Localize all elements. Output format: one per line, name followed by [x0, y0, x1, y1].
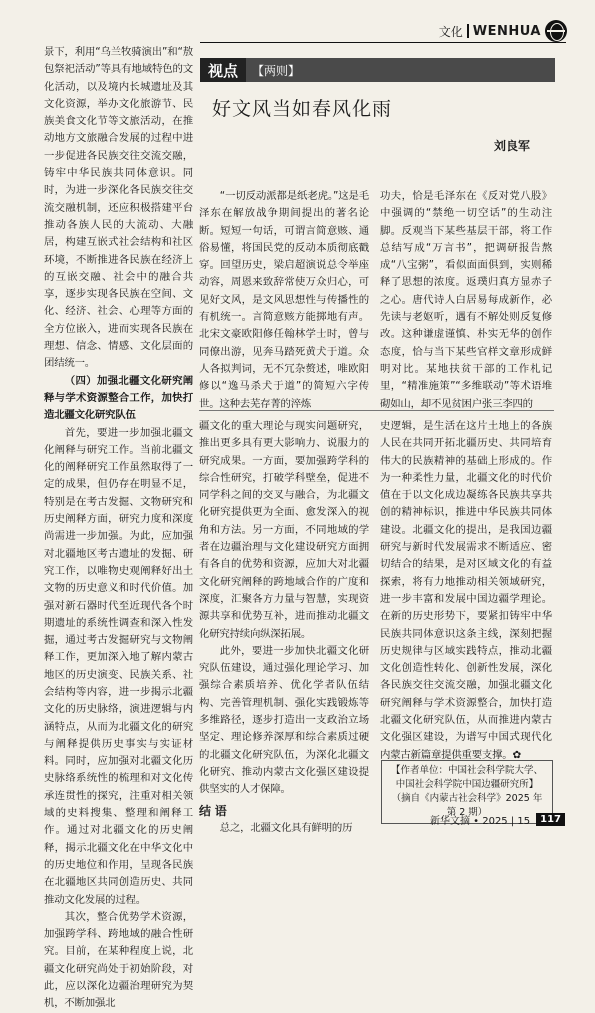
header-rule — [200, 42, 566, 43]
source-line-4: 第 2 期） — [446, 807, 488, 818]
section-header — [439, 20, 567, 42]
conclusion-paragraph: 总之，北疆文化具有鲜明的历 — [219, 821, 353, 834]
banner-sub: 【两则】 — [252, 63, 301, 78]
article-column-1 — [199, 188, 369, 413]
source-line-3: （摘自《内蒙古社会科学》2025 年 — [391, 793, 543, 804]
article-text-2: 功夫，恰是毛泽东在《反对党八股》中强调的“禁绝一切空话”的生动注脚。反观当下某些基层干部，将工作总结写成“万言书”，把调研报告熬成“八宝粥”，看似面面俱到，实则稀释了思想的浓度。返璞归真方显赤子之心。唐代诗人白居易每成新作，必先读与老妪听，遇有不解处则反复修改。这种谦虚谨慎、朴实无华的创作态度，恰与当下某些官样文章形成鲜明对比。某地扶贫干部的工作札记里，“精准施策”“多维联动”等术语堆砌如山，却不见贫困户张三李四的 — [380, 190, 552, 410]
lower-column-2 — [380, 418, 552, 764]
article-divider — [199, 410, 554, 411]
article-text-1: “一切反动派都是纸老虎。”这是毛泽东在解放战争期间提出的著名论断。短短一句话，可谓言简意赅、通俗易懂，将国民党的反动本质彻底戳穿。回望历史，梁启超演说总令举座动容，周恩来致辞常使万众归心，可见好文风，是文风思想性与传播性的有机统一。言简意赅方能掷地有声。北宋文豪欧阳修任翰林学士时，曾与同僚出游，见奔马踏死黄犬于道。众人各拟判词，无不冗杂赘述，唯欧阳修以“逸马杀犬于道”的简短六字传世。这种去芜存菁的淬炼 — [199, 190, 369, 410]
page-footer — [430, 812, 565, 827]
left-column — [44, 44, 193, 1013]
left-paragraph-3: 其次，整合优势学术资源，加强跨学科、跨地域的融合性研究。目前，在某种程度上说，北疆文化研究尚处于初始阶段，对此，应以深化边疆治理研究为契机，不断加强北 — [44, 910, 193, 1010]
section-name-en: WENHUA — [472, 23, 541, 39]
lower-paragraph-1: 疆文化的重大理论与现实问题研究，推出更多具有更大影响力、说服力的研究成果。一方面，要加强跨学科的综合性研究，打破学科壁垒，促进不同学科之间的交叉与融合，为北疆文化研究提供更为全面、愈发深入的视角和方法。另一方面，不同地域的学者在边疆治理与文化建设研究方面拥有各自的优势和资源，应加大对北疆文化研究阐释的跨地域合作的广度和深度，汇聚各方力量与智慧，实现资源共享和优势互补，进而推动北疆文化研究持续向纵深拓展。 — [199, 420, 369, 640]
conclusion-heading: 结 语 — [199, 803, 227, 818]
globe-icon — [545, 20, 567, 42]
page-number: 117 — [536, 813, 565, 826]
article-column-2 — [380, 188, 552, 413]
source-line-1: 【作者单位：中国社会科学院大学、 — [390, 765, 543, 776]
left-paragraph-1: 景下，利用“乌兰牧骑演出”和“敖包祭祀活动”等具有地域特色的文化活动，以及境内长城遗址及其文化资源，举办文化旅游节、民族美食文化节等文旅活动，在推动地方文旅融合发展的过程中进一步促进各民族交往交流交融，铸牢中华民族共同体意识。同时，为进一步深化各民族交往交流交融机制，还应积极搭建平台推动各族人民的大流动、大融居，构建互嵌式社会结构和社区环境，不断推进各民族在经济上的互嵌交融、社会中的融合共享，逐步实现各民族在空间、文化、经济、社会、心理等方面的全方位嵌入，进而实现各民族在理想、信念、情感、文化层面的团结统一。 — [44, 46, 193, 370]
banner-tag: 视点 — [200, 58, 246, 82]
lower-paragraph-2: 此外，要进一步加快北疆文化研究队伍建设，通过强化理论学习、加强综合素质培养、优化学者队伍结构、完善管理机制、强化实践锻炼等多维路径，逐步打造出一支政治立场坚定、理论修养深厚和综合素质过硬的北疆文化研究队伍，为深化北疆文化研究、推动内蒙古文化强区建设提供坚实的人才保障。 — [199, 644, 369, 796]
header-divider — [467, 24, 469, 38]
article-title: 好文风当如春风化雨 — [212, 98, 393, 120]
section-heading-4: （四）加强北疆文化研究阐释与学术资源整合工作，加快打造北疆文化研究队伍 — [44, 374, 193, 422]
lower-paragraph-3: 史逻辑，是生活在这片土地上的各族人民在共同开拓北疆历史、共同培育伟大的民族精神的基础上形成的。作为一种柔性力量，北疆文化的时代价值在于以文化成边凝练各民族共享共创的精神标识，推进中华民族共同体建设。北疆文化的提出，是我国边疆研究与新时代发展需求不断适应、密切结合的结果，是对区域文化的有益探索，将有力地推动相关领域研究，进一步丰富和发展中国边疆学理论。在新的历史形势下，要紧扣铸牢中华民族共同体意识这条主线，深刻把握历史规律与区域实践特点，推动北疆文化创造性转化、创新性发展，深化各民族交往交流交融，加强北疆文化研究阐释与学术资源整合，加快打造北疆文化研究队伍，从而推进内蒙古文化强区建设，为谱写中国式现代化内蒙古新篇章提供重要支撑。✿ — [380, 420, 552, 761]
article-author: 刘良军 — [494, 139, 531, 153]
section-name-cn: 文化 — [438, 24, 463, 39]
left-paragraph-2: 首先，要进一步加强北疆文化阐释与研究工作。当前北疆文化的阐释研究工作虽然取得了一定的成果，但仍存在明显不足，特别是在考古发掘、文物研究和历史阐释方面，研究力度和深度尚需进一步加强。为此，应加强对北疆地区考古遗址的发掘、研究工作，以唯物史观阐释好出土文物的历史意义和时代价值。加强对新石器时代至近现代各个时期遗址的系统性调查和深入性发掘，通过考古发掘研究与文物阐释工作，更加深入地了解内蒙古地区的历史演变、民族关系、社会结构等内容，进一步揭示北疆文化的历史脉络，演进逻辑与内涵特点，从而为北疆文化的研究与阐释提供历史事实与实证材料。同时，应加强对北疆文化历史脉络系统性的梳理和对文化传承连贯性的探究，注重对相关领域的史料搜集、整理和阐释工作。通过对北疆文化的历史阐释，揭示北疆文化在中华文化中的历史地位和作用，呈现各民族在北疆地区共同创造历史、共同推动文化发展的过程。 — [44, 426, 193, 906]
source-line-2: 中国社会科学院中国边疆研究所】 — [395, 779, 539, 790]
lower-column-1 — [199, 418, 369, 837]
magazine-issue: 新华文摘 • 2025 | 15 — [429, 816, 531, 827]
viewpoint-banner — [200, 58, 555, 82]
